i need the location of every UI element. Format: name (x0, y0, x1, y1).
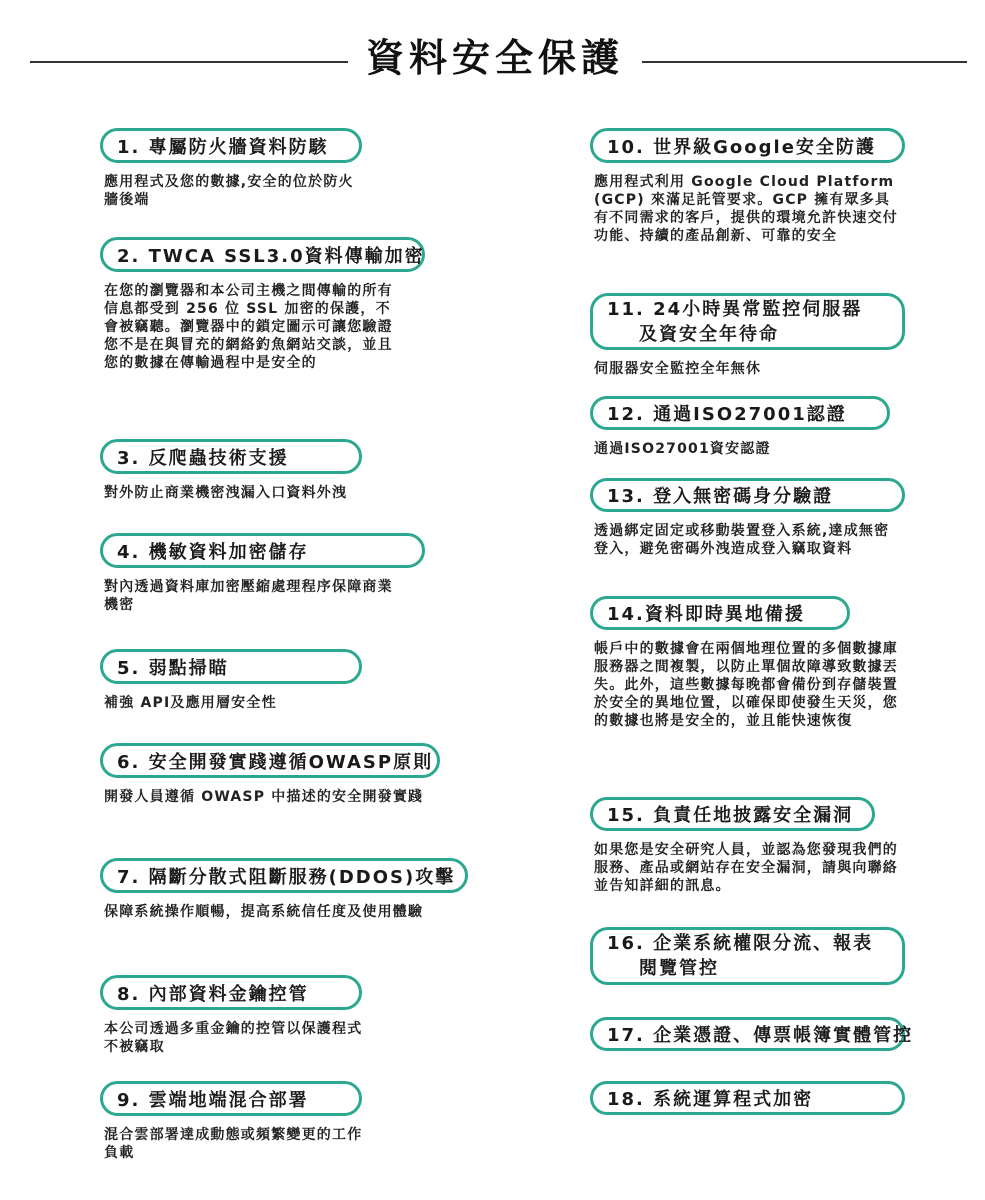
security-item-18 (590, 1081, 910, 1115)
item-label-pill: 4. 機敏資料加密儲存 (100, 533, 425, 568)
security-item-12 (590, 396, 910, 458)
page-title: 資料安全保護 (365, 36, 624, 80)
item-description: 伺服器安全監控全年無休 (594, 361, 762, 377)
security-item-8 (100, 975, 390, 1056)
item-label-pill: 10. 世界級Google安全防護 (590, 128, 905, 163)
security-item-11 (590, 293, 910, 378)
security-item-5 (100, 649, 390, 712)
security-item-7 (100, 858, 470, 921)
item-description: 應用程式利用 Google Cloud Platform (GCP) 來滿足託管要求。GCP 擁有眾多具有不同需求的客戶，提供的環境允許快速交付功能、持續的產品創新、可靠的安全 (594, 174, 898, 244)
item-label-pill (590, 293, 905, 350)
item-label-pill: 17. 企業憑證、傳票帳簿實體管控 (590, 1017, 905, 1051)
item-description: 在您的瀏覽器和本公司主機之間傳輸的所有信息都受到 256 位 SSL 加密的保護，不會被竊聽。瀏覽器中的鎖定圖示可讓您驗證您不是在與冒充的網絡釣魚網站交談，並且您的數據在傳輸過程中是安全的 (104, 283, 393, 371)
security-item-3 (100, 439, 390, 502)
security-item-1 (100, 128, 390, 209)
title-divider-right (642, 61, 967, 63)
item-label-pill: 1. 專屬防火牆資料防駭 (100, 128, 362, 163)
item-label-pill: 13. 登入無密碼身分驗證 (590, 478, 905, 512)
security-item-4 (100, 533, 430, 614)
item-label-line1: 16. 企業系統權限分流、報表 (607, 933, 874, 954)
item-label-pill: 5. 弱點掃瞄 (100, 649, 362, 684)
item-label-pill: 3. 反爬蟲技術支援 (100, 439, 362, 474)
item-description: 透過綁定固定或移動裝置登入系統,達成無密登入，避免密碼外洩造成登入竊取資料 (594, 523, 890, 557)
item-label-line1: 11. 24小時異常監控伺服器 (607, 298, 863, 320)
item-label-line2: 及資安全年待命 (639, 323, 779, 345)
item-description: 對外防止商業機密洩漏入口資料外洩 (104, 485, 348, 501)
item-label-pill: 14.資料即時異地備援 (590, 596, 850, 630)
item-description: 保障系統操作順暢，提高系統信任度及使用體驗 (104, 904, 424, 920)
security-item-16 (590, 927, 910, 985)
item-label-line2: 閱覽管控 (639, 958, 719, 979)
security-item-17 (590, 1017, 914, 1051)
item-label-pill: 8. 內部資料金鑰控管 (100, 975, 362, 1010)
item-label-pill: 18. 系統運算程式加密 (590, 1081, 905, 1115)
item-label-pill: 2. TWCA SSL3.0資料傳輸加密 (100, 237, 425, 272)
item-description: 應用程式及您的數據,安全的位於防火牆後端 (104, 174, 354, 208)
security-item-9 (100, 1081, 390, 1162)
item-label-pill: 7. 隔斷分散式阻斷服務(DDOS)攻擊 (100, 858, 468, 893)
item-description: 開發人員遵循 OWASP 中描述的安全開發實踐 (104, 789, 424, 805)
item-description: 本公司透過多重金鑰的控管以保護程式不被竊取 (104, 1021, 363, 1055)
item-label-pill: 9. 雲端地端混合部署 (100, 1081, 362, 1116)
security-item-15 (590, 797, 910, 895)
item-description: 補強 API及應用層安全性 (104, 695, 277, 711)
security-item-10 (590, 128, 910, 245)
item-description: 通過ISO27001資安認證 (594, 441, 771, 457)
security-item-13 (590, 478, 910, 558)
item-label-pill: 6. 安全開發實踐遵循OWASP原則 (100, 743, 440, 778)
item-description: 帳戶中的數據會在兩個地理位置的多個數據庫服務器之間複製，以防止單個故障導致數據丟失。此外，這些數據每晚都會備份到存儲裝置於安全的異地位置，以確保即使發生天災，您的數據也將是安全的，並且能快速恢復 (594, 641, 898, 729)
item-label-pill (590, 927, 905, 985)
item-description: 如果您是安全研究人員，並認為您發現我們的服務、產品或網站存在安全漏洞，請與向聯絡並告知詳細的訊息。 (594, 842, 898, 894)
item-description: 混合雲部署達成動態或頻繁變更的工作負載 (104, 1127, 363, 1161)
security-item-14 (590, 596, 910, 730)
security-item-2 (100, 237, 430, 372)
header (0, 28, 985, 88)
title-divider-left (30, 61, 348, 63)
item-label-pill: 15. 負責任地披露安全漏洞 (590, 797, 875, 831)
security-item-6 (100, 743, 445, 806)
item-label-pill: 12. 通過ISO27001認證 (590, 396, 890, 430)
item-description: 對內透過資料庫加密壓縮處理程序保障商業機密 (104, 579, 393, 613)
